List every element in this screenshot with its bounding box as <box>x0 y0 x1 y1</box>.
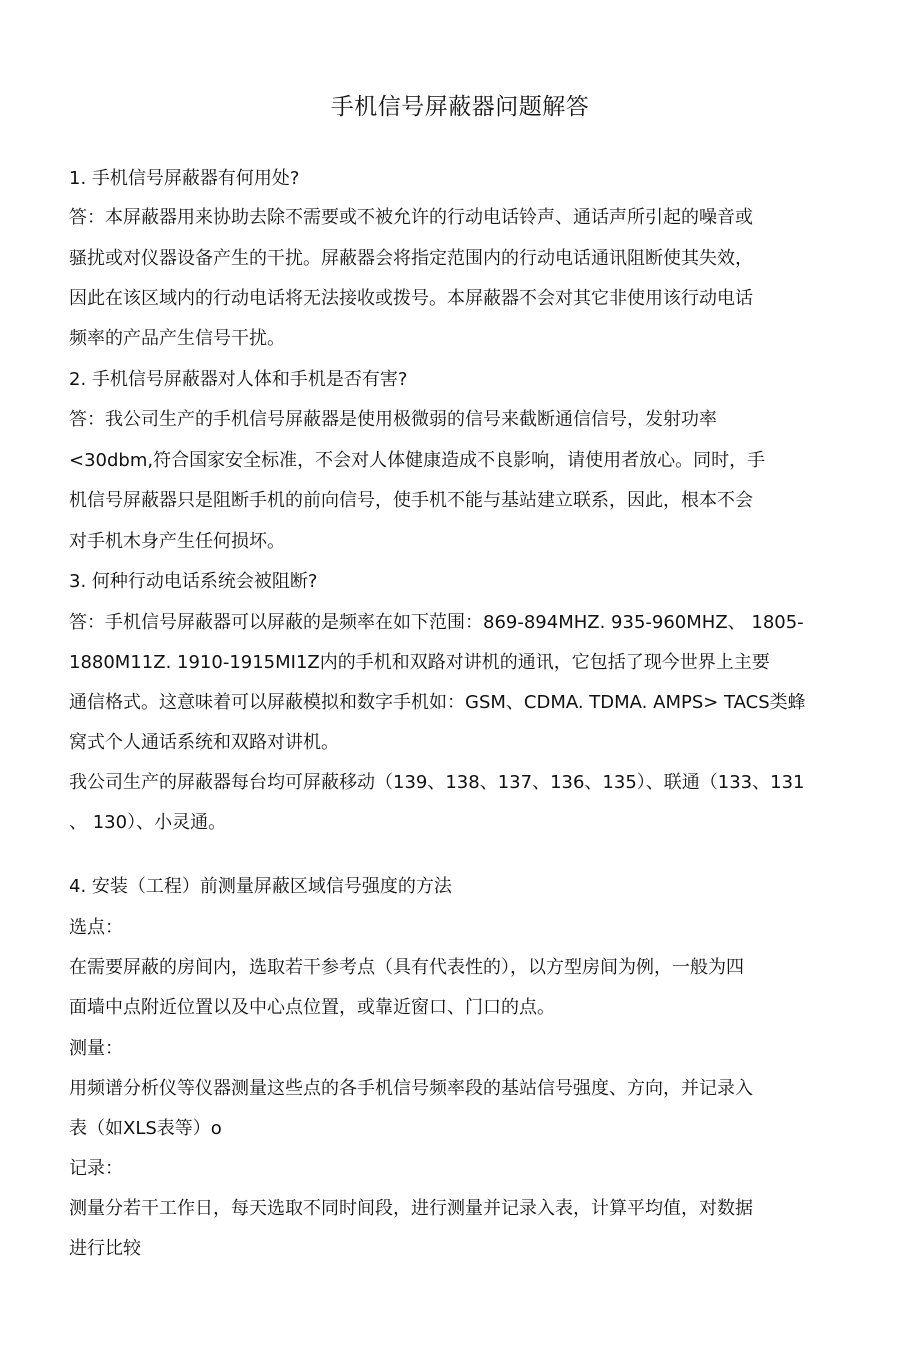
answer-1-line-4: 频率的产品产生信号干扰。 <box>69 328 285 349</box>
record-line-2: 进行比较 <box>69 1238 141 1259</box>
answer-2-line-4: 对手机木身产生任何损坏。 <box>69 531 285 552</box>
section-measure: 测量： <box>69 1038 123 1059</box>
answer-3-line-5: 我公司生产的屏蔽器每台均可屏蔽移动（139、138、137、136、135）、联通（133、131 <box>69 772 805 793</box>
question-1: 1. 手机信号屏蔽器有何用处? <box>69 168 300 189</box>
question-3: 3. 何种行动电话系统会被阻断? <box>69 571 318 592</box>
answer-3-line-3: 通信格式。这意味着可以屏蔽模拟和数字手机如：GSM、CDMA. TDMA. AMPS> TACS类蜂 <box>69 692 806 713</box>
measure-line-2: 表（如XLS表等）o <box>69 1118 222 1139</box>
measure-line-1: 用频谱分析仪等仪器测量这些点的各手机信号频率段的基站信号强度、方向，并记录入 <box>69 1078 753 1099</box>
select-points-line-1: 在需要屏蔽的房间内，选取若干参考点（具有代表性的），以方型房间为例，一般为四 <box>69 957 744 978</box>
answer-3-line-2: 1880M11Z. 1910-1915MI1Z内的手机和双路对讲机的通讯，它包括了现今世界上主要 <box>69 652 770 673</box>
section-select-points: 选点： <box>69 917 123 938</box>
answer-1-line-3: 因此在该区域内的行动电话将无法接收或拨号。本屏蔽器不会对其它非使用该行动电话 <box>69 288 753 309</box>
record-line-1: 测量分若干工作日，每天选取不同时间段，进行测量并记录入表，计算平均值，对数据 <box>69 1198 753 1219</box>
answer-3-line-6: 、 130）、小灵通。 <box>69 812 227 833</box>
answer-2-line-2: <30dbm,符合国家安全标准，不会对人体健康造成不良影响，请使用者放心。同时，手 <box>69 450 766 471</box>
answer-1-line-1: 答：本屏蔽器用来协助去除不需要或不被允许的行动电话铃声、通话声所引起的噪音或 <box>69 207 753 228</box>
question-2: 2. 手机信号屏蔽器对人体和手机是否有害? <box>69 369 408 390</box>
answer-3-line-1: 答：手机信号屏蔽器可以屏蔽的是频率在如下范围：869-894MHZ. 935-960MHZ、 1805- <box>69 612 804 633</box>
section-record: 记录： <box>69 1158 123 1179</box>
answer-2-line-3: 机信号屏蔽器只是阻断手机的前向信号，使手机不能与基站建立联系，因此，根本不会 <box>69 490 753 511</box>
answer-1-line-2: 骚扰或对仪器设备产生的干扰。屏蔽器会将指定范围内的行动电话通讯阻断使其失效， <box>69 248 753 269</box>
select-points-line-2: 面墙中点附近位置以及中心点位置，或靠近窗口、门口的点。 <box>69 997 555 1018</box>
question-4: 4. 安装（工程）前测量屏蔽区域信号强度的方法 <box>69 876 452 897</box>
answer-2-line-1: 答：我公司生产的手机信号屏蔽器是使用极微弱的信号来截断通信信号，发射功率 <box>69 409 717 430</box>
answer-3-line-4: 窝式个人通话系统和双路对讲机。 <box>69 732 339 753</box>
page-title: 手机信号屏蔽器问题解答 <box>330 94 590 120</box>
